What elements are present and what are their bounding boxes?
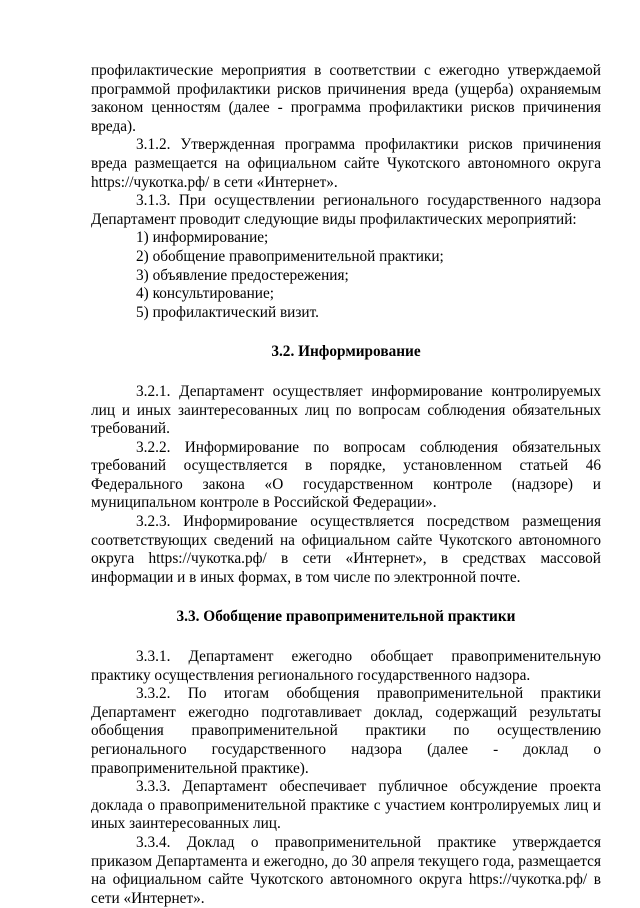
- paragraph-3-3-1: 3.3.1. Департамент ежегодно обобщает правоприменительную практику осуществления регионального государственного надзора.: [91, 648, 601, 684]
- paragraph-3-2-3: 3.2.3. Информирование осуществляется посредством размещения соответствующих сведений на официальном сайте Чукотского автономного округа https://чукотка.рф/ в сети «Интернет», в средствах массовой информации и в иных формах, в том числе по электронной почте.: [91, 513, 601, 586]
- paragraph-3-3-3: 3.3.3. Департамент обеспечивает публичное обсуждение проекта доклада о правоприменительной практике с участием контролируемых лиц и иных заинтересованных лиц.: [91, 778, 601, 833]
- section-heading-3-3: 3.3. Обобщение правоприменительной практики: [176, 608, 516, 626]
- document-page: [91, 62, 601, 908]
- list-item: 4) консультирование;: [136, 285, 275, 303]
- paragraph-3-2-2: 3.2.2. Информирование по вопросам соблюдения обязательных требований осуществляется в порядке, установленном статьей 46 Федерального закона «О государственном контроле (надзоре) и муниципальном контроле в Российской Федерации».: [91, 438, 601, 512]
- paragraph-3-3-4: 3.3.4. Доклад о правоприменительной практике утверждается приказом Департамента и ежегодно, до 30 апреля текущего года, размещается на официальном сайте Чукотского автономного округа https://чукотка.рф/ в сети «Интернет».: [91, 833, 601, 907]
- section-heading-3-2: 3.2. Информирование: [271, 343, 421, 361]
- paragraph-3-2-1: 3.2.1. Департамент осуществляет информирование контролируемых лиц и иных заинтересованных лиц по вопросам соблюдения обязательных требований.: [91, 382, 601, 438]
- list-item: 5) профилактический визит.: [136, 303, 319, 321]
- list-item: 3) объявление предостережения;: [136, 266, 349, 284]
- paragraph-intro: профилактические мероприятия в соответствии с ежегодно утверждаемой программой профилактики рисков причинения вреда (ущерба) охраняемым законом ценностям (далее - программа профилактики рисков причинения вреда).: [91, 62, 601, 135]
- list-item: 2) обобщение правоприменительной практики;: [136, 247, 444, 265]
- paragraph-3-1-3: 3.1.3. При осуществлении регионального государственного надзора Департамент проводит следующие виды профилактических мероприятий:: [91, 192, 601, 228]
- list-item: 1) информирование;: [136, 229, 269, 247]
- paragraph-3-3-2: 3.3.2. По итогам обобщения правоприменительной практики Департамент ежегодно подготавливает доклад, содержащий результаты обобщения правоприменительной практики по осуществлению регионального государственного надзора (далее - доклад о правоприменительной практике).: [91, 685, 601, 777]
- paragraph-3-1-2: 3.1.2. Утвержденная программа профилактики рисков причинения вреда размещается на официальном сайте Чукотского автономного округа https://чукотка.рф/ в сети «Интернет».: [91, 136, 601, 191]
